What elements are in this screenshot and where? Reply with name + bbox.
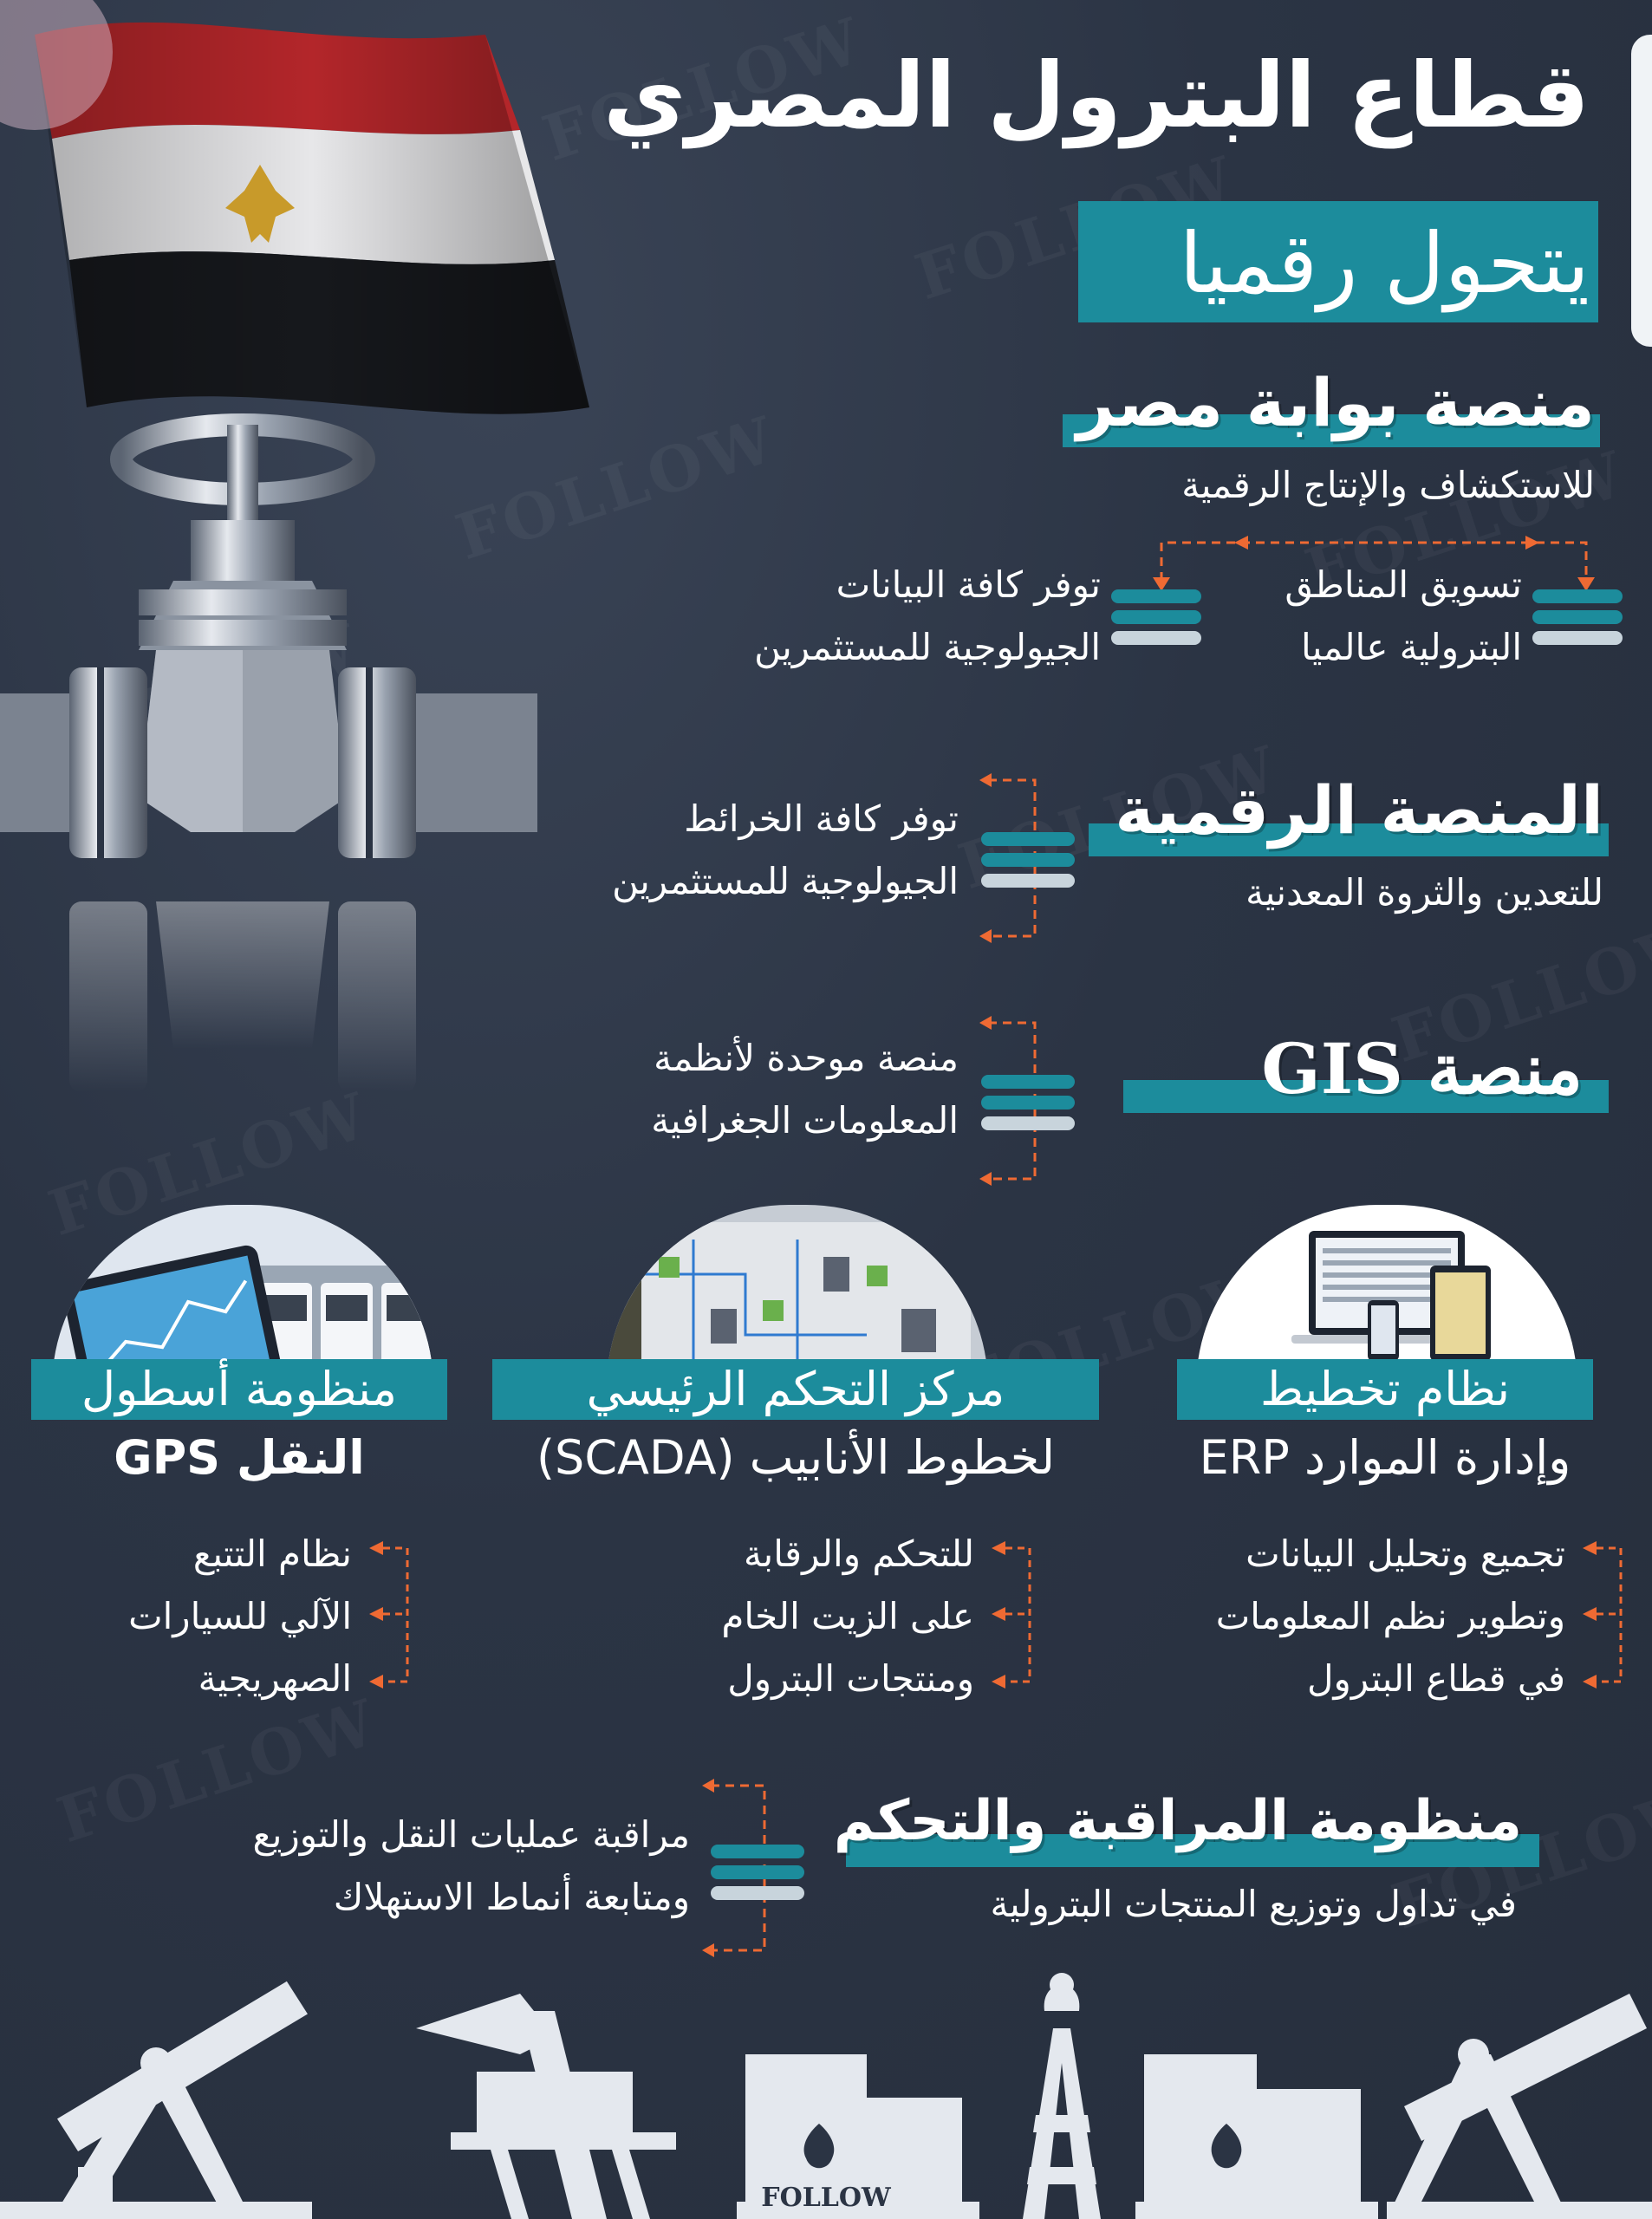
monitoring-line-1: مراقبة عمليات النقل والتوزيع bbox=[252, 1813, 690, 1856]
monitoring-line-2: ومتابعة أنماط الاستهلاك bbox=[333, 1876, 690, 1918]
digital-platform-line-1: توفر كافة الخرائط bbox=[684, 797, 959, 840]
gis-line-2: المعلومات الجغرافية bbox=[651, 1099, 959, 1142]
scada-bullet-3: ومنتجات البترول bbox=[727, 1657, 974, 1700]
footer-logo: FOLLOW bbox=[761, 2183, 891, 2213]
page-title: قطاع البترول المصري bbox=[602, 42, 1590, 148]
erp-bullet-1: تجميع وتحليل البيانات bbox=[1246, 1532, 1565, 1575]
bracket-arrows bbox=[1577, 1534, 1638, 1699]
gps-bullet-2: الآلي للسيارات bbox=[128, 1595, 352, 1637]
layers-icon bbox=[981, 832, 1075, 895]
gateway-item-2-line-1: توفر كافة البيانات bbox=[836, 563, 1101, 606]
pipeline-valve-icon bbox=[0, 390, 555, 1222]
gps-bullet-1: نظام التتبع bbox=[192, 1532, 352, 1575]
digital-platform-heading: المنصة الرقمية bbox=[1115, 771, 1603, 849]
erp-bullet-3: في قطاع البترول bbox=[1307, 1657, 1565, 1700]
layers-icon bbox=[981, 1075, 1075, 1137]
side-tab bbox=[1631, 35, 1652, 347]
layers-icon bbox=[1111, 589, 1201, 652]
monitoring-heading: منظومة المراقبة والتحكم bbox=[833, 1789, 1522, 1853]
layers-icon bbox=[1532, 589, 1623, 652]
bracket-arrows bbox=[986, 1534, 1047, 1699]
gateway-item-2-line-2: الجيولوجية للمستثمرين bbox=[754, 626, 1101, 668]
erp-label: نظام تخطيط bbox=[1259, 1362, 1511, 1416]
gateway-item-1-line-2: البترولية عالميا bbox=[1300, 626, 1522, 668]
gps-bullet-3: الصهريجية bbox=[198, 1657, 352, 1700]
erp-bullet-2: وتطوير نظم المعلومات bbox=[1215, 1595, 1565, 1637]
layers-icon bbox=[711, 1845, 804, 1907]
gateway-item-1-line-1: تسويق المناطق bbox=[1285, 563, 1522, 606]
monitoring-subheading: في تداول وتوزيع المنتجات البترولية bbox=[990, 1883, 1517, 1925]
offshore-rig-icon bbox=[416, 1994, 676, 2219]
oil-pumpjack-icon bbox=[0, 1980, 320, 2219]
egypt-gateway-heading: منصة بوابة مصر bbox=[1076, 364, 1595, 441]
scada-second-line: لخطوط الأنابيب (SCADA) bbox=[536, 1430, 1056, 1485]
digital-platform-subheading: للتعدين والثروة المعدنية bbox=[1246, 871, 1603, 914]
bracket-arrows bbox=[364, 1534, 425, 1699]
gps-second-line: النقل GPS bbox=[114, 1430, 365, 1485]
oil-derrick-icon bbox=[1023, 1973, 1101, 2219]
scada-bullet-2: على الزيت الخام bbox=[721, 1595, 974, 1637]
page-subtitle: يتحول رقميا bbox=[1179, 215, 1590, 312]
scada-label: مركز التحكم الرئيسي bbox=[586, 1362, 1005, 1416]
egypt-gateway-subheading: للاستكشاف والإنتاج الرقمية bbox=[1181, 464, 1595, 506]
gis-platform-heading: منصة GIS bbox=[1261, 1028, 1583, 1110]
gps-label: منظومة أسطول bbox=[81, 1362, 398, 1416]
scada-bullet-1: للتحكم والرقابة bbox=[744, 1532, 974, 1575]
gis-line-1: منصة موحدة لأنظمة bbox=[654, 1037, 959, 1079]
erp-second-line: وإدارة الموارد ERP bbox=[1199, 1430, 1571, 1485]
digital-platform-line-2: الجيولوجية للمستثمرين bbox=[612, 860, 959, 902]
